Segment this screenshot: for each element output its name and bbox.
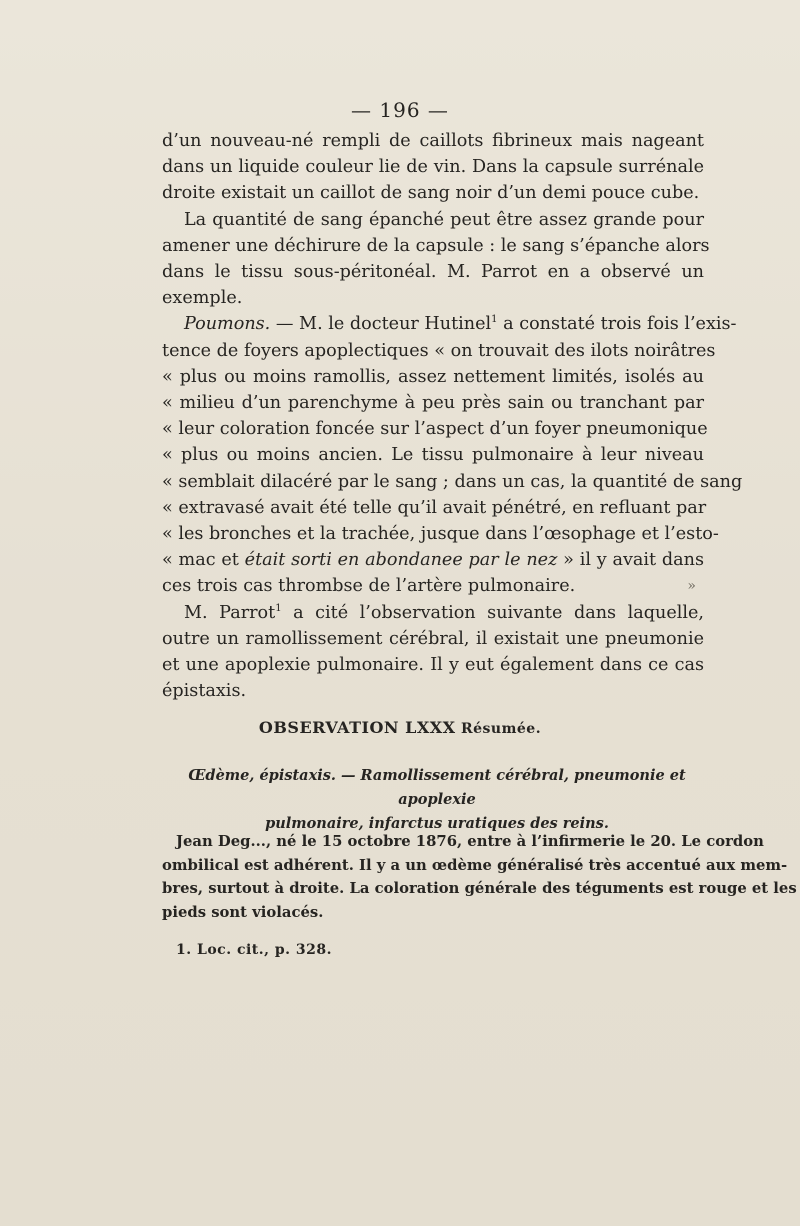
- text-line: [162, 573, 704, 599]
- text-line: « extravasé avait été telle qu’il avait pénétré, en refluant par: [162, 497, 707, 518]
- text-line: dans un liquide couleur lie de vin. Dans la capsule surrénale: [162, 157, 704, 178]
- page-number: — 196 —: [351, 98, 449, 122]
- text-line: outre un ramollissement cérébral, il existait une pneumonie: [162, 628, 704, 649]
- text-line: [162, 600, 704, 626]
- text-fragment: « mac et: [162, 550, 245, 571]
- text-line: « plus ou moins ramollis, assez nettement limités, isolés au: [162, 366, 704, 387]
- text-line: amener une déchirure de la capsule : le sang s’épanche alors: [162, 235, 710, 256]
- text-line: « les bronches et la trachée, jusque dans l’œsophage et l’esto-: [162, 524, 719, 545]
- observation-title: OBSERVATION LXXX: [258, 718, 456, 737]
- section-heading-poumons: Poumons.: [184, 314, 271, 335]
- text-fragment: M. Parrot: [184, 602, 276, 623]
- text-line: La quantité de sang épanché peut être assez grande pour: [184, 209, 704, 230]
- text-line: bres, surtout à droite. La coloration générale des téguments est rouge et les: [162, 880, 797, 897]
- text-line: exemple.: [162, 288, 243, 309]
- footnote-ref: 1: [275, 602, 282, 614]
- paragraph-2: [162, 207, 710, 312]
- text-fragment: a cité l’observation suivante dans laquelle,: [281, 602, 704, 623]
- footnote-ref: 1: [491, 314, 498, 326]
- text-line: pieds sont violacés.: [162, 903, 324, 921]
- paragraph-3: [162, 311, 743, 599]
- text-line: droite existait un caillot de sang noir d’un demi pouce cube.: [162, 183, 700, 204]
- text-fragment: ces trois cas thrombse de l’artère pulmonaire.: [162, 576, 576, 597]
- text-line: dans le tissu sous-péritonéal. M. Parrot en a observé un: [162, 262, 704, 283]
- text-line: « plus ou moins ancien. Le tissu pulmonaire à leur niveau: [162, 445, 704, 466]
- text-line: « leur coloration foncée sur l’aspect d’un foyer pneumonique: [162, 419, 708, 440]
- text-line: d’un nouveau-né rempli de caillots fibrineux mais nageant: [162, 131, 704, 151]
- italic-quote: était sorti en abondanee par le nez: [244, 550, 558, 571]
- text-line: [162, 311, 737, 337]
- text-line: « semblait dilacéré par le sang ; dans un cas, la quantité de sang: [162, 471, 743, 492]
- text-line: « milieu d’un parenchyme à peu près sain ou tranchant par: [162, 393, 704, 414]
- text-line: tence de foyers apoplectiques « on trouvait des ilots noirâtres: [162, 340, 716, 361]
- text-line: Jean Deg..., né le 15 octobre 1876, entre à l’infirmerie le 20. Le cordon: [176, 833, 764, 850]
- text-fragment: » il y avait dans: [557, 550, 704, 571]
- observation-subtitle: Résumée.: [455, 721, 542, 737]
- observation-heading: [0, 718, 800, 737]
- text-line: ombilical est adhérent. Il y a un œdème généralisé très accentué aux mem-: [162, 856, 788, 874]
- text-fragment: a constaté trois fois l’exis-: [497, 314, 737, 335]
- footnote: 1. Loc. cit., p. 328.: [176, 942, 333, 958]
- body-text: [162, 128, 743, 704]
- summary-line: pulmonaire, infarctus uratiques des reins.: [265, 815, 609, 832]
- text-line: épistaxis.: [162, 681, 247, 702]
- closing-quote: »: [687, 578, 696, 595]
- text-line: et une apoplexie pulmonaire. Il y eut également dans ce cas: [162, 655, 704, 676]
- summary-line: Œdème, épistaxis. — Ramollissement cérébral, pneumonie et apoplexie: [188, 767, 686, 808]
- text-fragment: — M. le docteur Hutinel: [270, 314, 492, 335]
- paragraph-4: [162, 600, 704, 705]
- text-line: [162, 547, 704, 573]
- observation-text: [162, 830, 797, 924]
- paragraph-1: [162, 128, 704, 207]
- observation-summary: [170, 764, 704, 836]
